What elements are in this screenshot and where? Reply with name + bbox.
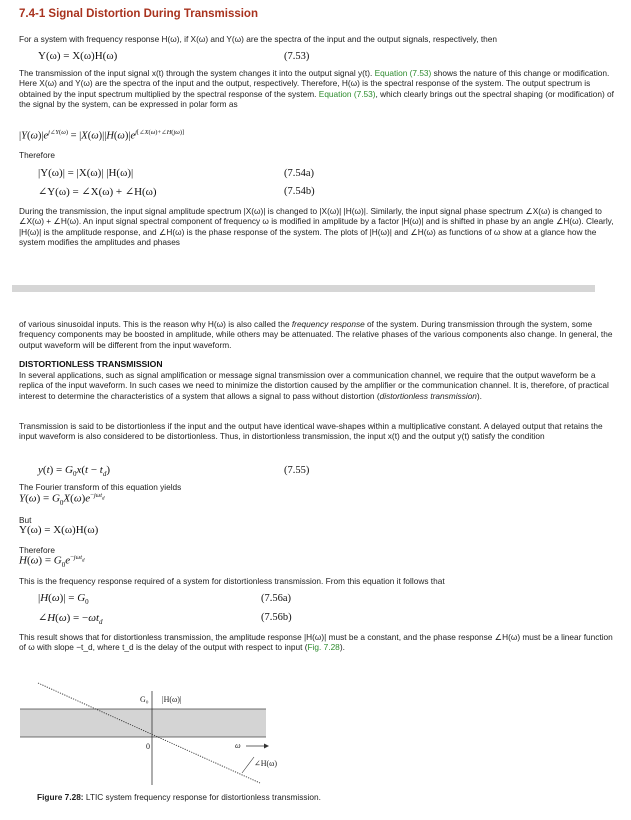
equation-7-56b-number: (7.56b): [261, 612, 292, 623]
equation-7-54a-number: (7.54a): [284, 168, 315, 179]
paragraph-intro: For a system with frequency response H(ω), if X(ω) and Y(ω) are the spectra of the input and the output signals, respectively, then: [19, 34, 497, 44]
figure-7-28: [20, 675, 280, 787]
link-figure-7-28[interactable]: Fig. 7.28: [307, 642, 340, 653]
figure-caption: [37, 792, 321, 802]
paragraph-frequency-response-a: of various sinusoidal inputs. This is the reason why H(ω) is also called the: [19, 319, 292, 329]
equation-7-53: Y(ω) = X(ω)H(ω): [38, 50, 118, 62]
equation-7-54b: ∠Y(ω) = ∠X(ω) + ∠H(ω): [38, 186, 157, 198]
paragraph-applications-b: ).: [476, 390, 482, 401]
equation-7-54a: |Y(ω)| = |X(ω)| |H(ω)|: [38, 167, 134, 179]
caption-text: LTIC system frequency response for distortionless transmission.: [83, 792, 321, 802]
paragraph-follows: This is the frequency response required of a system for distortionless transmission. From this equation it follows that: [19, 576, 445, 586]
therefore-label-1: Therefore: [19, 150, 55, 160]
therefore-label-2: Therefore: [19, 545, 55, 555]
equation-7-56a: $|H(\omega)| = G_0$: [38, 592, 89, 607]
paragraph-result-b: ).: [339, 642, 345, 653]
equation-7-55-number: (7.55): [284, 465, 310, 476]
paragraph-frequency-response: [19, 319, 615, 350]
omega-arrow-head: [264, 744, 269, 749]
paragraph-applications: [19, 370, 615, 401]
heading-distortionless-transmission: DISTORTIONLESS TRANSMISSION: [19, 359, 163, 369]
label-g0: G₀: [140, 695, 149, 704]
equation-7-53-number: (7.53): [284, 51, 310, 62]
equation-frequency-response: $H(\omega) = G_0e^{-j\omega t_d}$: [19, 554, 85, 569]
term-frequency-response: frequency response: [291, 319, 365, 329]
paragraph-transmission-c: , which clearly brings out the spectral shaping (or modification) of the signal by the system, can be expressed in polar form as: [19, 88, 614, 110]
section-title: 7.4-1 Signal Distortion During Transmission: [19, 8, 258, 20]
paragraph-amplitude-phase: During the transmission, the input signal amplitude spectrum |X(ω)| is changed to |X(ω)| |H(ω)|. Similarly, the input signal phase spectrum ∠X(ω) is changed to ∠X(ω) + ∠H(ω). An input signal spectral component of frequency ω is modified in amplitude by a factor |H(ω)| and is shifted in phase by an angle ∠H(ω). Clearly, |H(ω)| is the amplitude response, and ∠H(ω) is the phase response of the system. The plots of |H(ω)| and ∠H(ω) as functions of ω show at a glance how the system modifies the amplitudes and phases: [19, 206, 614, 248]
label-magnitude: |H(ω)|: [162, 695, 182, 704]
paragraph-result: [19, 632, 615, 653]
equation-7-55: $y(t) = G_0x(t - t_d)$: [38, 464, 111, 479]
equation-7-56b: ∠H(ω) = $-\omega t_d$: [38, 612, 103, 627]
paragraph-frequency-response-b: of the system. During transmission through the system, some frequency components may be boosted in amplitude, while others may be attenuated. The relative phases of the various components also change. In general, the output waveform will be different from the input waveform.: [19, 319, 613, 350]
amplitude-band: [20, 709, 266, 737]
paragraph-definition: Transmission is said to be distortionless if the input and the output have identical wave-shapes within a multiplicative constant. A delayed output that retains the input waveform is also considered to be distortionless. Thus, in distortionless transmission, the input x(t) and the output y(t) satisfy the condition: [19, 421, 603, 442]
but-label: But: [19, 515, 32, 525]
page-separator: [12, 285, 595, 292]
link-equation-7-53-second[interactable]: Equation (7.53): [318, 88, 376, 99]
equation-output-spectrum: Y(ω) = X(ω)H(ω): [19, 524, 99, 536]
label-omega: ω: [235, 741, 241, 750]
label-phase: ∠H(ω): [254, 759, 278, 768]
paragraph-applications-a: In several applications, such as signal amplification or message signal transmission over a communication channel, we require that the output waveform be a replica of the input waveform. In such cases we need to minimize the distortion caused by the amplifier or the communication channel. It is, therefore, of practical interest to determine the characteristics of a system that allows a signal to pass without distortion (: [19, 370, 609, 401]
fourier-transform-line: The Fourier transform of this equation yields: [19, 482, 182, 492]
equation-fourier-transform: $Y(\omega) = G_0X(\omega)e^{-j\omega t_d}$: [19, 492, 105, 507]
caption-label: Figure 7.28:: [37, 792, 84, 802]
paragraph-result-a: This result shows that for distortionless transmission, the amplitude response |H(ω)| must be a constant, and the phase response ∠H(ω) must be a linear function of ω with slope −t_d, where t_d is the delay of the output with respect to input (: [19, 632, 613, 653]
paragraph-transmission: [19, 68, 615, 110]
paragraph-transmission-b: shows the nature of this change or modification. Here X(ω) and Y(ω) are the spectra of the input and the output, respectively. Therefore, H(ω) is the spectral response of the system. The output spectrum is obtained by the input spectrum multiplied by the spectral response of the system.: [19, 68, 610, 99]
label-origin: 0: [146, 742, 150, 751]
term-distortionless-transmission: distortionless transmission: [379, 390, 477, 401]
paragraph-transmission-a: The transmission of the input signal x(t) through the system changes it into the output signal y(t).: [19, 68, 375, 78]
equation-7-56a-number: (7.56a): [261, 593, 292, 604]
link-equation-7-53-first[interactable]: Equation (7.53): [374, 68, 432, 78]
equation-7-54b-number: (7.54b): [284, 186, 315, 197]
equation-polar-form: $|Y(\omega)|e^{j\angle Y(\omega)} = |X(\omega)||H(\omega)|e^{j[\angle X(\omega)+\angle H(j\omega)]}$: [19, 129, 185, 142]
phase-label-pointer: [242, 757, 254, 773]
